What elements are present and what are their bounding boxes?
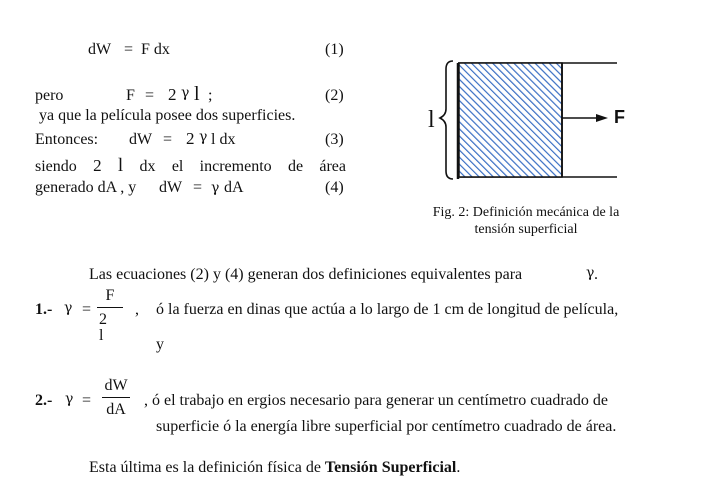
eq3-lhs: dW bbox=[129, 131, 153, 148]
intro-period: . bbox=[594, 266, 598, 283]
eq4-line1 bbox=[35, 156, 346, 175]
intro-gamma: γ bbox=[586, 265, 595, 281]
def2-fraction bbox=[102, 378, 130, 418]
def1-numerator: F bbox=[105, 287, 115, 304]
def2-text: , ó el trabajo en ergios necesario para generar un centímetro cuadrado de bbox=[144, 392, 608, 409]
eq1-equals: = bbox=[124, 41, 134, 58]
eq3-gamma: γ bbox=[199, 129, 208, 145]
eq3-equals: = bbox=[163, 131, 173, 148]
eq2-equals: = bbox=[145, 87, 155, 104]
eq1-number: (1) bbox=[325, 41, 344, 58]
eq4-lhs: dW bbox=[159, 179, 183, 196]
def1-comma: , bbox=[135, 301, 139, 318]
eq4-word: el bbox=[171, 158, 184, 175]
closing-text: Esta última es la definición física de bbox=[89, 459, 321, 476]
def2-numerator: dW bbox=[104, 377, 128, 394]
film-surface bbox=[459, 63, 562, 177]
eq4-number: (4) bbox=[325, 179, 344, 196]
figure-caption bbox=[420, 204, 632, 238]
def1-text: ó la fuerza en dinas que actúa a lo largo de 1 cm de longitud de película, bbox=[156, 301, 619, 318]
def1-gamma: γ bbox=[64, 300, 73, 316]
eq4-rhs: dA bbox=[224, 179, 244, 196]
def2-text-line2: superficie ó la energía libre superficial por centímetro cuadrado de área. bbox=[156, 418, 617, 435]
def1-conjunction: y bbox=[156, 336, 164, 353]
eq1-lhs: dW bbox=[88, 41, 112, 58]
length-brace bbox=[440, 61, 453, 179]
closing-sentence bbox=[89, 460, 460, 476]
eq4-word: de bbox=[287, 158, 304, 175]
eq4-word: l bbox=[117, 155, 124, 176]
eq2-number: (2) bbox=[325, 87, 344, 104]
eq2-coef: 2 bbox=[168, 85, 177, 104]
def2-label: 2.- bbox=[35, 392, 53, 409]
eq2-gamma: γ bbox=[181, 85, 190, 101]
eq3-lead: Entonces: bbox=[35, 131, 99, 148]
force-arrow-head bbox=[596, 114, 608, 122]
figure-force-label: F bbox=[614, 107, 625, 127]
def1-label: 1.- bbox=[35, 301, 53, 318]
eq2-lead: pero bbox=[35, 87, 64, 104]
def1-equals: = bbox=[82, 301, 92, 318]
closing-term: Tensión Superficial bbox=[324, 459, 457, 476]
eq3-number: (3) bbox=[325, 131, 344, 148]
def1-denominator: 2 l bbox=[99, 311, 109, 344]
eq4-word: siendo bbox=[35, 158, 77, 175]
figure-side-label: l bbox=[428, 107, 435, 133]
eq1-rhs: F dx bbox=[141, 41, 170, 58]
def2-equals: = bbox=[82, 392, 92, 409]
closing-period: . bbox=[456, 459, 461, 476]
def1-fraction bbox=[97, 288, 123, 344]
eq4-equals: = bbox=[193, 179, 203, 196]
eq3-coef: 2 bbox=[186, 129, 195, 148]
eq4-word: incremento bbox=[199, 158, 272, 175]
figure-caption-line1: Fig. 2: Definición mecánica de la bbox=[432, 205, 620, 220]
eq3-rhs: l dx bbox=[211, 131, 236, 148]
eq4-word: dx bbox=[139, 158, 156, 175]
eq4-gamma: γ bbox=[211, 180, 220, 196]
film-diagram bbox=[420, 55, 620, 185]
def2-denominator: dA bbox=[106, 401, 126, 418]
intro-text: Las ecuaciones (2) y (4) generan dos definiciones equivalentes para bbox=[89, 266, 523, 283]
eq2-l: l bbox=[194, 83, 200, 105]
eq2-lhs: F bbox=[126, 87, 135, 104]
eq2-explanation: ya que la película posee dos superficies. bbox=[39, 107, 296, 124]
eq2-semicolon: ; bbox=[208, 87, 213, 104]
figure-caption-line2: tensión superficial bbox=[474, 222, 578, 237]
eq4-line2: generado dA , y bbox=[35, 179, 137, 196]
eq4-word: área bbox=[319, 158, 347, 175]
def2-gamma: γ bbox=[65, 391, 74, 407]
eq4-word: 2 bbox=[93, 156, 102, 175]
